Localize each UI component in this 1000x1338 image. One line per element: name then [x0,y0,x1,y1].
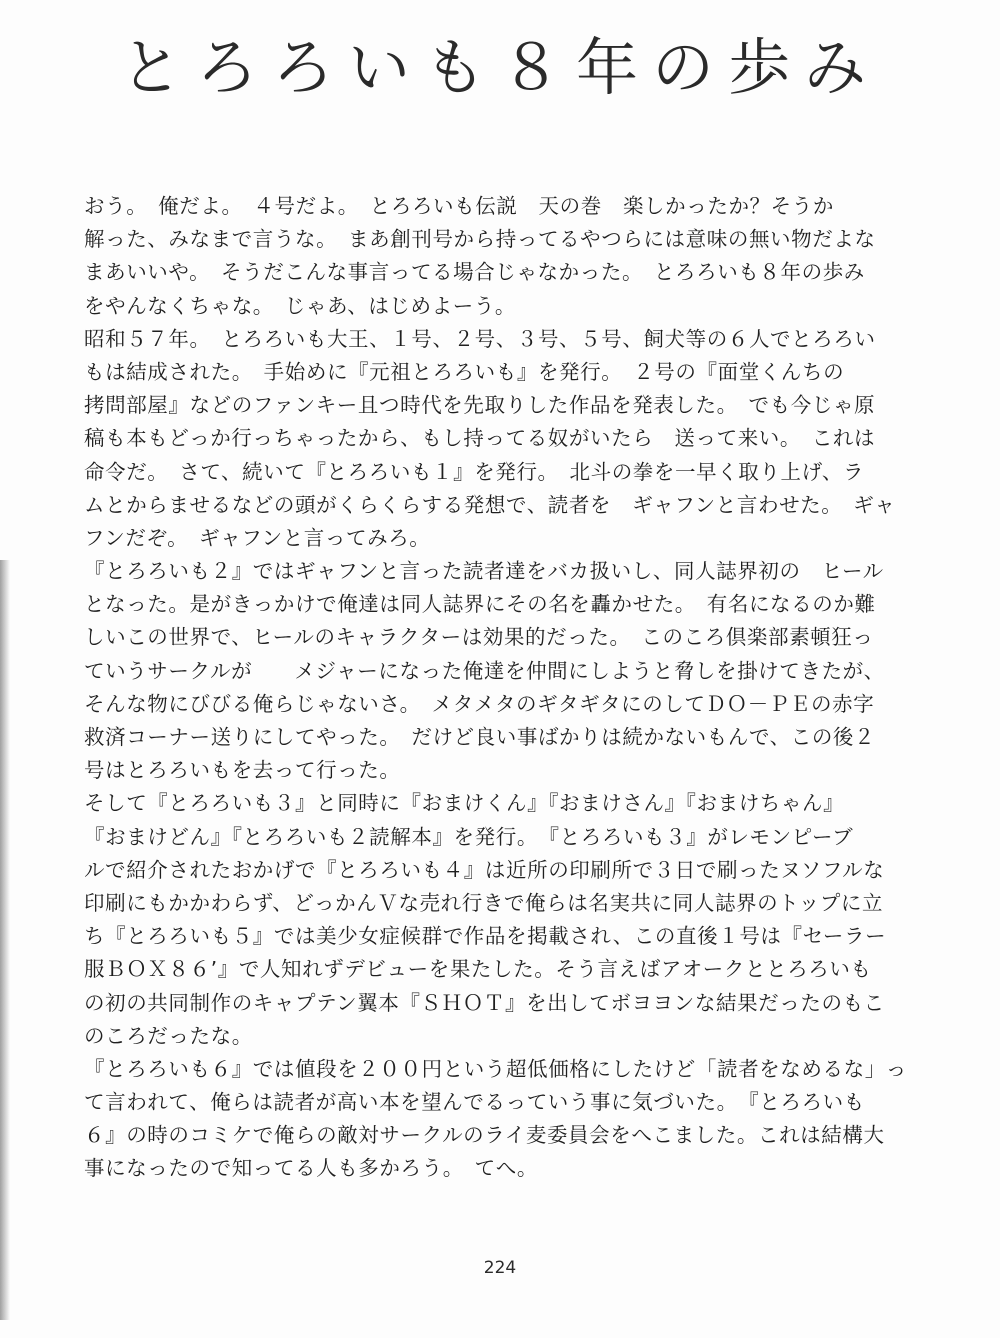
text-line: フンだぞ。 ギャフンと言ってみろ。 [84,525,431,550]
text-line: 『とろろいも６』では値段を２００円という超低価格にしたけど「読者をなめるな」っ [84,1056,907,1081]
text-line: 印刷にもかかわらず、どっかんＶな売れ行きで俺らは名実共に同人誌界のトップに立 [84,890,884,915]
text-line: 事になったので知ってる人も多かろう。 てへ。 [84,1156,538,1181]
text-line: て言われて、俺らは読者が高い本を望んでるっていう事に気づいた。 『とろろいも [84,1090,865,1115]
text-line: ていうサークルが メジャーになった俺達を仲間にしようと脅しを掛けてきたが、 [84,658,885,683]
text-line: 号はとろろいもを去って行った。 [84,758,401,783]
binding-edge-shadow [0,560,10,1320]
text-line: そんな物にびびる俺らじゃないさ。 メタメタのギタギタにのしてＤＯ－ＰＥの赤字 [84,691,875,716]
text-line: おう。 俺だよ。 ４号だよ。 とろろいも伝説 天の巻 楽しかったか？そうか [84,194,834,218]
text-line: をやんなくちゃな。 じゃあ、はじめよーう。 [84,293,517,318]
text-line: 解った、みなまで言うな。 まあ創刊号から持ってるやつらには意味の無い物だよな [84,227,876,252]
text-line: 救済コーナー送りにしてやった。 だけど良い事ばかりは続かないもんで、この後２ [84,725,876,749]
text-line: ムとからませるなどの頭がくらくらする発想で、読者を ギャフンと言わせた。 ギャ [84,492,896,517]
text-line: そして『とろろいも３』と同時に『おまけくん』『おまけさん』『おまけちゃん』 [84,791,845,816]
text-line: 拷問部屋』などのファンキー且つ時代を先取りした作品を発表した。 でも今じゃ原 [84,393,876,418]
text-line: のころだったな。 [84,1023,253,1048]
text-line: しいこの世界で、ヒールのキャラクターは効果的だった。 このころ倶楽部素頓狂っ [84,625,874,650]
text-line: ６』の時のコミケで俺らの敵対サークルのライ麦委員会をへこました。これは結構大 [84,1123,885,1148]
text-line: 命令だ。 さて、続いて『とろろいも１』を発行。 北斗の拳を一早く取り上げ、ラ [84,459,865,484]
article-body [84,190,932,1186]
text-line: 『おまけどん』『とろろいも２読解本』を発行。 『とろろいも３』がレモンピーブ [84,824,854,849]
text-line: まあいいや。 そうだこんな事言ってる場合じゃなかった。 とろろいも８年の歩み [84,260,865,285]
page-number: 224 [483,1258,517,1278]
text-line: 服ＢＯＸ８６’』で人知れずデビューを果たした。そう言えばアオークととろろいも [84,957,872,982]
text-line: ち『とろろいも５』では美少女症候群で作品を掲載され、この直後１号は『セーラー [84,924,887,949]
text-line: となった。是がきっかけで俺達は同人誌界にその名を轟かせた。 有名になるのか難 [84,592,876,617]
text-line: 昭和５７年。 とろろいも大王、１号、２号、３号、５号、飼犬等の６人でとろろい [84,326,876,351]
text-line: ルで紹介されたおかげで『とろろいも４』は近所の印刷所で３日で刷ったヌソフルな [84,857,885,882]
text-line: 稿も本もどっか行っちゃったから、もし持ってる奴がいたら 送って来い。 これは [84,426,876,451]
text-line: の初の共同制作のキャプテン翼本『ＳＨＯＴ』を出してボヨヨンな結果だったのもこ [84,990,885,1015]
text-line: 『とろろいも２』ではギャフンと言った読者達をバカ扱いし、同人誌界初の ヒール [84,559,884,584]
text-line: もは結成された。 手始めに『元祖とろろいも』を発行。 ２号の『面堂くんちの [84,359,845,384]
page-title: とろろいも８年の歩み [119,31,880,104]
